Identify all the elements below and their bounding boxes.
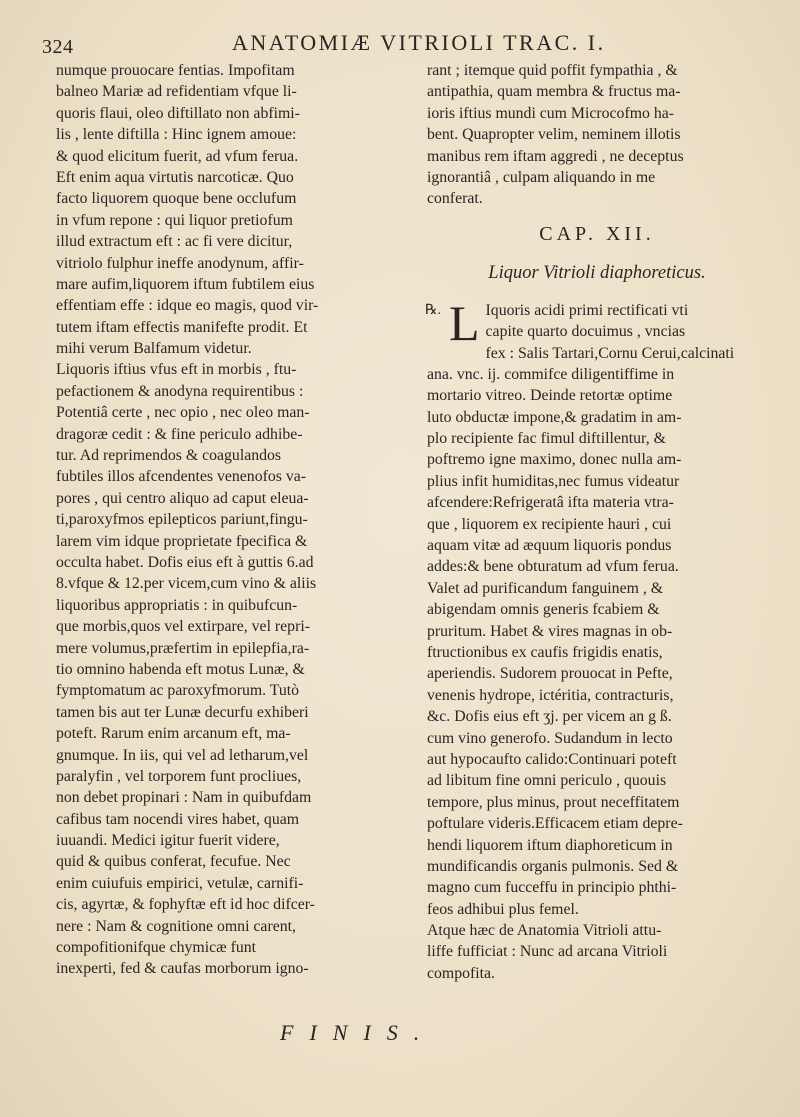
running-head: ANATOMIÆ VITRIOLI TRAC. I. [232, 30, 606, 55]
recipe-sign: ℞. [425, 302, 442, 318]
text-line: feos adhibui plus femel. [427, 900, 579, 918]
left-column [56, 60, 401, 980]
text-line: antipathia, quam membra & fructus ma- [427, 83, 681, 101]
text-line: aut hypocaufto calido:Continuari poteft [427, 750, 677, 768]
text-line: compofitionifque chymicæ funt [56, 939, 257, 957]
text-line: hendi liquorem iftum diaphoreticum in [427, 836, 673, 854]
text-line: dragoræ cedit : & fine periculo adhibe- [56, 425, 303, 443]
text-line: compofita. [427, 964, 495, 982]
text-line: pefactionem & anodyna requirentibus : [56, 382, 304, 400]
text-line: cafibus tam nocendi vires habet, quam [56, 810, 300, 828]
finis-colophon: FINIS. [280, 1020, 436, 1045]
recipe-paragraph [425, 294, 767, 985]
text-line: iuuandi. Medici igitur fuerit videre, [56, 832, 280, 850]
text-line: fex : Salis Tartari,Cornu Cerui,calcinati [485, 344, 735, 362]
drop-capital: L [449, 294, 480, 351]
text-line: bent. Quapropter velim, neminem illotis [427, 126, 681, 144]
text-line: nere : Nam & cognitione omni carent, [56, 917, 296, 935]
text-line: ana. vnc. ij. commifce diligentiffime in [427, 365, 675, 383]
text-line: aquam vitæ ad æquum liquoris pondus [427, 537, 672, 555]
text-line: fubtiles illos afcendentes venenofos va- [56, 468, 307, 486]
text-line: ioris iftius mundi cum Microcofmo ha- [427, 104, 675, 122]
text-line: Potentiâ certe , nec opio , nec oleo man- [56, 404, 310, 422]
page-header [42, 30, 760, 60]
text-line: enim cuiufuis empirici, vetulæ, carnifi- [56, 874, 304, 892]
page-number: 324 [42, 36, 74, 58]
text-line: ad libitum fine omni periculo , quouis [427, 772, 667, 790]
text-line: Eft enim aqua virtutis narcoticæ. Quo [56, 168, 294, 186]
text-line: tutem iftam effectis manifefte prodit. Et [56, 318, 308, 336]
text-line: venenis hydrope, ictéritia, contracturis, [427, 686, 674, 704]
text-line: effentiam effe : idque eo magis, quod vir- [56, 297, 319, 315]
text-line: non debet propinari : Nam in quibufdam [56, 789, 312, 807]
text-line: cis, agyrtæ, & fophyftæ eft id hoc difcer- [56, 896, 315, 914]
text-line: magno cum fucceffu in principio phthi- [427, 879, 677, 897]
chapter-subtitle: Liquor Vitrioli diaphoreticus. [488, 262, 706, 283]
text-line: mihi verum Balfamum videtur. [56, 340, 252, 358]
text-line: occulta habet. Dofis eius eft à guttis 6.ad [56, 553, 314, 571]
text-line: vitriolo fulphur ineffe anodynum, affir- [56, 254, 304, 272]
text-line: facto liquorem quoque bene occlufum [56, 190, 297, 208]
text-line: fymptomatum ac paroxyfmorum. Tutò [56, 682, 300, 700]
text-line: paralyfin , vel torporem funt procliues, [56, 767, 302, 785]
text-line: luto obductæ impone,& gradatim in am- [427, 408, 682, 426]
right-column-top-text [427, 60, 767, 210]
text-line: poteft. Rarum enim arcanum eft, ma- [56, 725, 291, 743]
text-line: liffe fufficiat : Nunc ad arcana Vitrioli [427, 943, 668, 961]
text-line: liquoribus appropriatis : in quibufcun- [56, 596, 298, 614]
text-line: mundificandis organis pulmonis. Sed & [427, 857, 679, 875]
text-line: plius infit humiditas,nec fumus videatur [427, 472, 680, 490]
text-line: cum vino generofo. Sudandum in lecto [427, 729, 673, 747]
text-line: 8.vfque & 12.per vicem,cum vino & aliis [56, 575, 317, 593]
text-line: Iquoris acidi primi rectificati vti [485, 301, 689, 319]
text-line: ftructionibus ex caufis frigidis enatis, [427, 643, 663, 661]
text-line: gnumque. In iis, qui vel ad letharum,vel [56, 746, 309, 764]
text-line: conferat. [427, 190, 483, 208]
text-line: larem vim idque proprietate fpecifica & [56, 532, 308, 550]
text-line: quoris flaui, oleo diftillato non abfimi- [56, 104, 300, 122]
right-column-body-text [427, 294, 767, 985]
text-line: mare aufim,liquorem iftum fubtilem eius [56, 275, 315, 293]
text-line: illud extractum eft : ac fi vere dicitur, [56, 233, 293, 251]
text-line: balneo Mariæ ad refidentiam vfque li- [56, 83, 297, 101]
text-line: que morbis,quos vel extirpare, vel repri- [56, 618, 310, 636]
text-line: que , liquorem ex recipiente hauri , cui [427, 515, 672, 533]
chapter-heading: CAP. XII. [539, 222, 655, 245]
text-line: tur. Ad reprimendos & coagulandos [56, 447, 282, 465]
text-line: quid & quibus conferat, fecufue. Nec [56, 853, 291, 871]
text-line: afcendere:Refrigeratâ ifta materia vtra- [427, 494, 674, 512]
text-line: capite quarto docuimus , vncias [485, 323, 686, 341]
text-line: poftulare videris.Efficacem etiam depre- [427, 815, 683, 833]
text-line: tamen bis aut ter Lunæ decurfu exhiberi [56, 703, 309, 721]
text-line: manibus rem iftam aggredi , ne deceptus [427, 147, 684, 165]
text-line: mortario vitreo. Deinde retortæ optime [427, 387, 673, 405]
text-line: Liquoris iftius vfus eft in morbis , ftu- [56, 361, 297, 379]
text-line: abigendam omnis generis fcabiem & [427, 601, 660, 619]
right-column [427, 60, 767, 984]
text-line: mere volumus,præfertim in epilepfia,ra- [56, 639, 310, 657]
text-line: addes:& bene obturatum ad vfum ferua. [427, 558, 679, 576]
text-line: &c. Dofis eius eft ʒj. per vicem an g ß. [427, 708, 672, 726]
text-line: tempore, plus minus, prout neceffitatem [427, 793, 680, 811]
text-line: ti,paroxyfmos epilepticos pariunt,fingu- [56, 511, 308, 529]
text-line: aperiendis. Sudorem prouocat in Pefte, [427, 665, 673, 683]
text-line: Atque hæc de Anatomia Vitrioli attu- [427, 922, 662, 940]
text-line: inexperti, fed & caufas morborum igno- [56, 960, 309, 978]
text-line: & quod elicitum fuerit, ad vfum ferua. [56, 147, 299, 165]
text-line: plo recipiente fac fimul diftillentur, & [427, 430, 666, 448]
text-line: numque prouocare fentias. Impofitam [56, 62, 295, 79]
text-line: poftremo igne maximo, donec nulla am- [427, 451, 682, 469]
text-line: Valet ad purificandum fanguinem , & [427, 579, 664, 597]
text-line: lis , lente diftilla : Hinc ignem amoue: [56, 126, 297, 144]
text-line: tio omnino habenda eft motus Lunæ, & [56, 660, 305, 678]
text-line: rant ; itemque quid poffit fympathia , & [427, 62, 678, 79]
text-line: ignorantiâ , culpam aliquando in me [427, 168, 656, 186]
text-line: in vfum repone : qui liquor pretiofum [56, 211, 293, 229]
text-line: pruritum. Habet & vires magnas in ob- [427, 622, 673, 640]
text-line: pores , qui centro aliquo ad caput eleua- [56, 489, 309, 507]
